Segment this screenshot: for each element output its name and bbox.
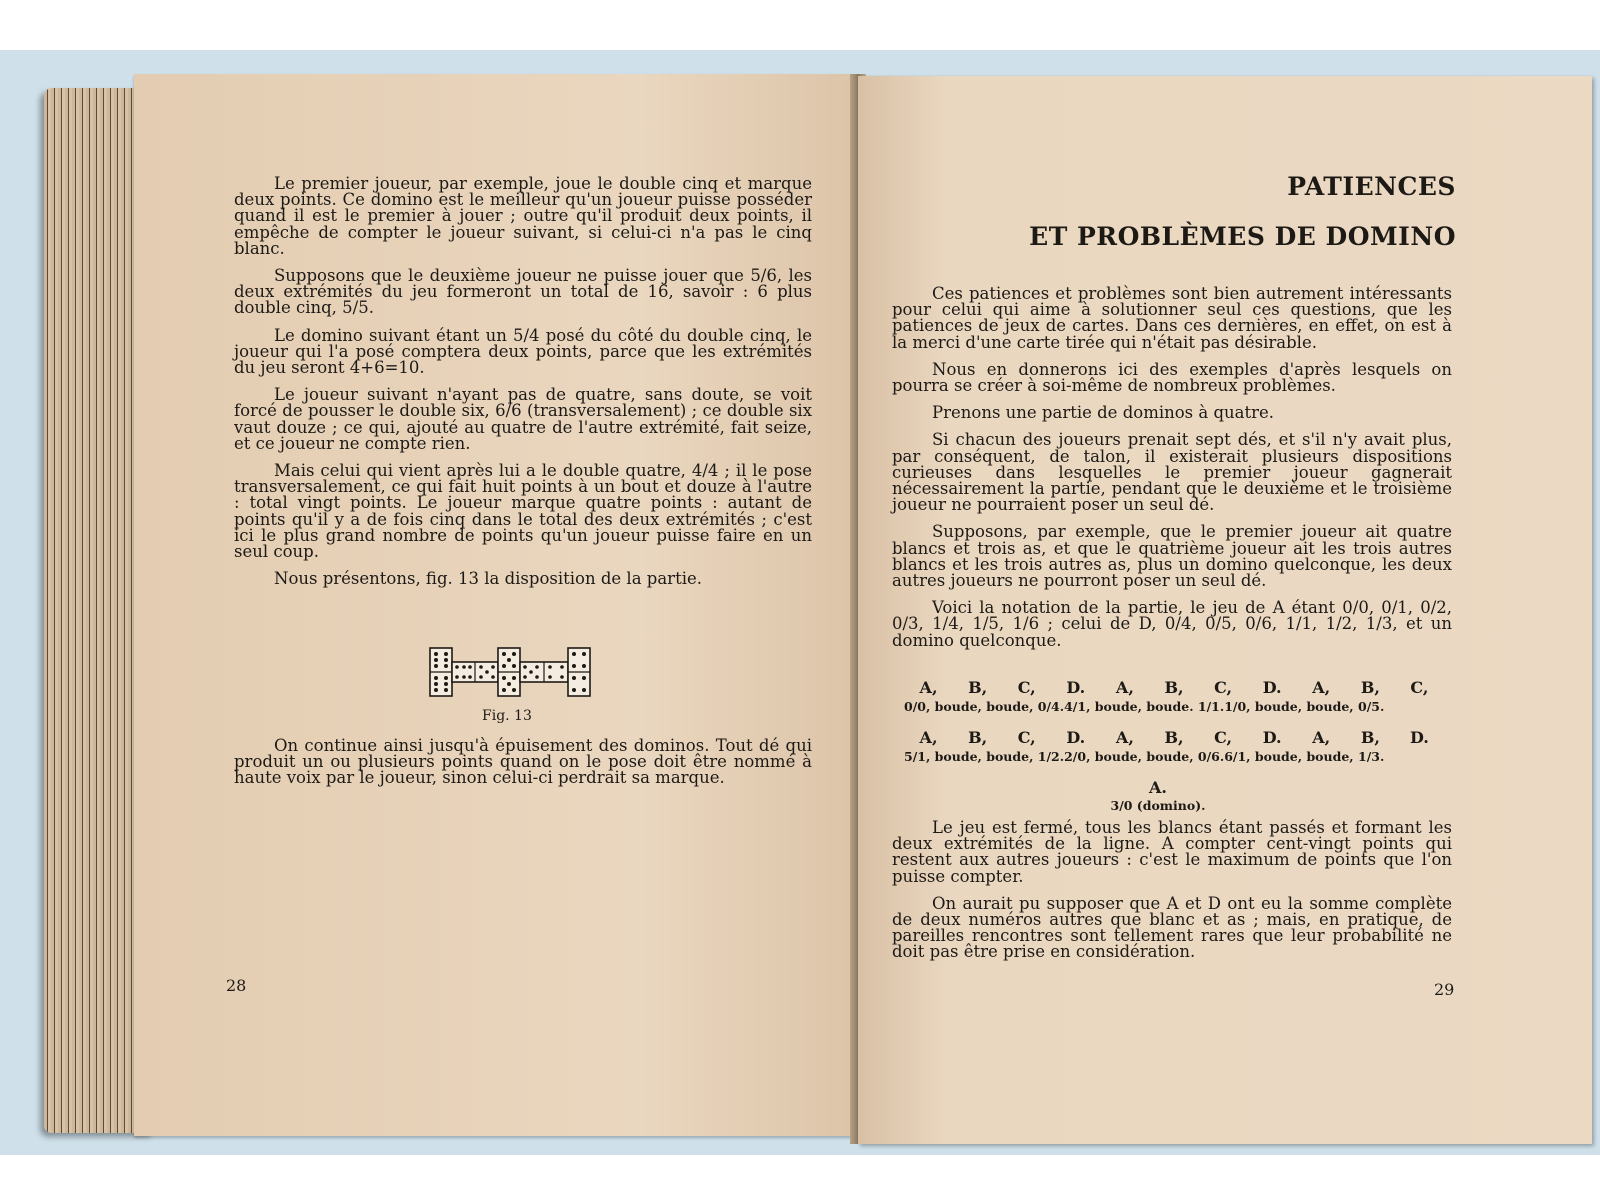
- player-label: C,: [1017, 678, 1036, 697]
- move-group: 5/1, boude, boude, 1/2.: [904, 749, 1065, 764]
- player-label: D.: [1262, 678, 1282, 697]
- right-page-closing: [892, 820, 1452, 972]
- left-page-closing: [234, 738, 812, 798]
- game-notation-round-2: [904, 728, 1444, 764]
- player-label: D.: [1410, 728, 1429, 747]
- page-number: 29: [1434, 980, 1455, 999]
- paragraph: Mais celui qui vient après lui a le double quatre, 4/4 ; il le pose transversalement, ce qui fait huit points à un bout et douze à l'autre : total vingt points. Le joueur marque quatre points : autant de points qu'il y a de fois cinq dans le total des deux extrémités ; c'est ici le plus grand nombre de points qu'un joueur puisse faire en un seul coup.: [234, 461, 812, 562]
- player-label: C,: [1410, 678, 1429, 697]
- player-label: B,: [968, 678, 988, 697]
- player-label: B,: [968, 728, 988, 747]
- player-label: D.: [1066, 728, 1086, 747]
- move-group: 0/0, boude, boude, 0/4.: [904, 699, 1065, 714]
- move-group: 2/0, boude, boude, 0/6.: [1064, 749, 1225, 764]
- paragraph: Si chacun des joueurs prenait sept dés, et s'il n'y avait plus, par conséquent, de talon, il existerait plusieurs dispositions curieuses dans lesquelles le premier joueur gagnerait nécessairement la partie, pendant que le deuxième et le troisième joueur ne pourraient poser un seul dé.: [892, 430, 1452, 515]
- right-page-body: [892, 286, 1452, 660]
- player-label: B,: [1360, 678, 1380, 697]
- page-number: 28: [226, 976, 247, 995]
- player-label: A,: [1312, 678, 1331, 697]
- chapter-title-line2: ET PROBLÈMES DE DOMINO: [1029, 222, 1456, 251]
- player-label: B,: [1164, 678, 1184, 697]
- left-page-body: [234, 176, 812, 598]
- domino-figure-13: [428, 646, 598, 700]
- chapter-title-line1: PATIENCES: [1287, 172, 1456, 201]
- player-label: B,: [1360, 728, 1380, 747]
- paragraph: Prenons une partie de dominos à quatre.: [932, 403, 1275, 423]
- paragraph: Le domino suivant étant un 5/4 posé du côté du double cinq, le joueur qui l'a posé comptera deux points, parce que les extrémités du jeu seront 4+6=10.: [234, 325, 812, 378]
- player-label: A,: [1115, 678, 1134, 697]
- paragraph: Voici la notation de la partie, le jeu de A étant 0/0, 0/1, 0/2, 0/3, 1/4, 1/5, 1/6 ; celui de D, 0/4, 0/5, 0/6, 1/1, 1/2, 1/3, et un domino quelconque.: [892, 598, 1452, 650]
- player-label: B,: [1164, 728, 1184, 747]
- left-page: [134, 74, 858, 1136]
- paragraph: On aurait pu supposer que A et D ont eu la somme complète de deux numéros autres que blanc et as ; mais, en pratique, de pareilles rencontres sont tellement rares que leur probabilité ne doit pas être prise en considération.: [892, 893, 1452, 962]
- final-move: 3/0 (domino).: [1110, 798, 1206, 813]
- move-group: 4/1, boude, boude. 1/1.: [1064, 699, 1225, 714]
- move-group: 1/0, boude, boude, 0/5.: [1224, 699, 1385, 714]
- player-label: C,: [1214, 678, 1233, 697]
- paragraph: On continue ainsi jusqu'à épuisement des dominos. Tout dé qui produit un ou plusieurs points quand on le pose doit être nommé à haute voix par le joueur, sinon celui-ci perdrait sa marque.: [234, 736, 812, 788]
- figure-caption: Fig. 13: [482, 708, 532, 724]
- move-group: 6/1, boude, boude, 1/3.: [1224, 749, 1385, 764]
- player-label: C,: [1214, 728, 1233, 747]
- final-player: A.: [1149, 778, 1167, 797]
- paragraph: Le premier joueur, par exemple, joue le double cinq et marque deux points. Ce domino est le meilleur qu'un joueur puisse posséder quand il est le premier à jouer ; outre qu'il produit deux points, il empêche de compter le joueur suivant, si celui-ci n'a pas le cinq blanc.: [234, 174, 812, 258]
- player-label: A,: [1115, 728, 1134, 747]
- paragraph: Nous en donnerons ici des exemples d'après lesquels on pourra se créer à soi-même de nombreux problèmes.: [892, 359, 1452, 396]
- paragraph: Supposons que le deuxième joueur ne puisse jouer que 5/6, les deux extrémités du jeu formeront un total de 16, savoir : 6 plus double cinq, 5/5.: [234, 266, 812, 318]
- game-notation-round-1: [904, 678, 1444, 714]
- player-label: D.: [1262, 728, 1282, 747]
- paragraph: Ces patiences et problèmes sont bien autrement intéressants pour celui qui aime à solutionner seul ces questions, que les patiences de jeux de cartes. Dans ces dernières, en effet, on est à la merci d'une carte tirée qui n'était pas désirable.: [892, 284, 1452, 352]
- move-row: [904, 699, 1444, 714]
- paragraph: Nous présentons, fig. 13 la disposition de la partie.: [274, 569, 702, 589]
- player-label: A,: [919, 678, 938, 697]
- paragraph: Supposons, par exemple, que le premier joueur ait quatre blancs et trois as, et que le quatrième joueur ait les trois autres blancs et les trois autres as, plus un domino quelconque, les deux autres joueurs ne pourront poser un seul dé.: [892, 522, 1452, 591]
- paragraph: Le jeu est fermé, tous les blancs étant passés et formant les deux extrémités de la ligne. A compter cent-vingt points qui restent aux autres joueurs : c'est le maximum de points que l'on puisse compter.: [892, 818, 1452, 886]
- player-label: A,: [919, 728, 938, 747]
- player-label: D.: [1066, 678, 1086, 697]
- player-label: A,: [1312, 728, 1331, 747]
- player-row: [904, 728, 1444, 747]
- player-label: C,: [1017, 728, 1036, 747]
- paragraph: Le joueur suivant n'ayant pas de quatre, sans doute, se voit forcé de pousser le double six, 6/6 (transversalement) ; ce double six vaut douze ; ce qui, ajouté au quatre de l'autre extrémité, fait seize, et ce joueur ne compte rien.: [234, 385, 812, 453]
- right-page: [858, 76, 1592, 1144]
- player-row: [904, 678, 1444, 697]
- move-row: [904, 749, 1444, 764]
